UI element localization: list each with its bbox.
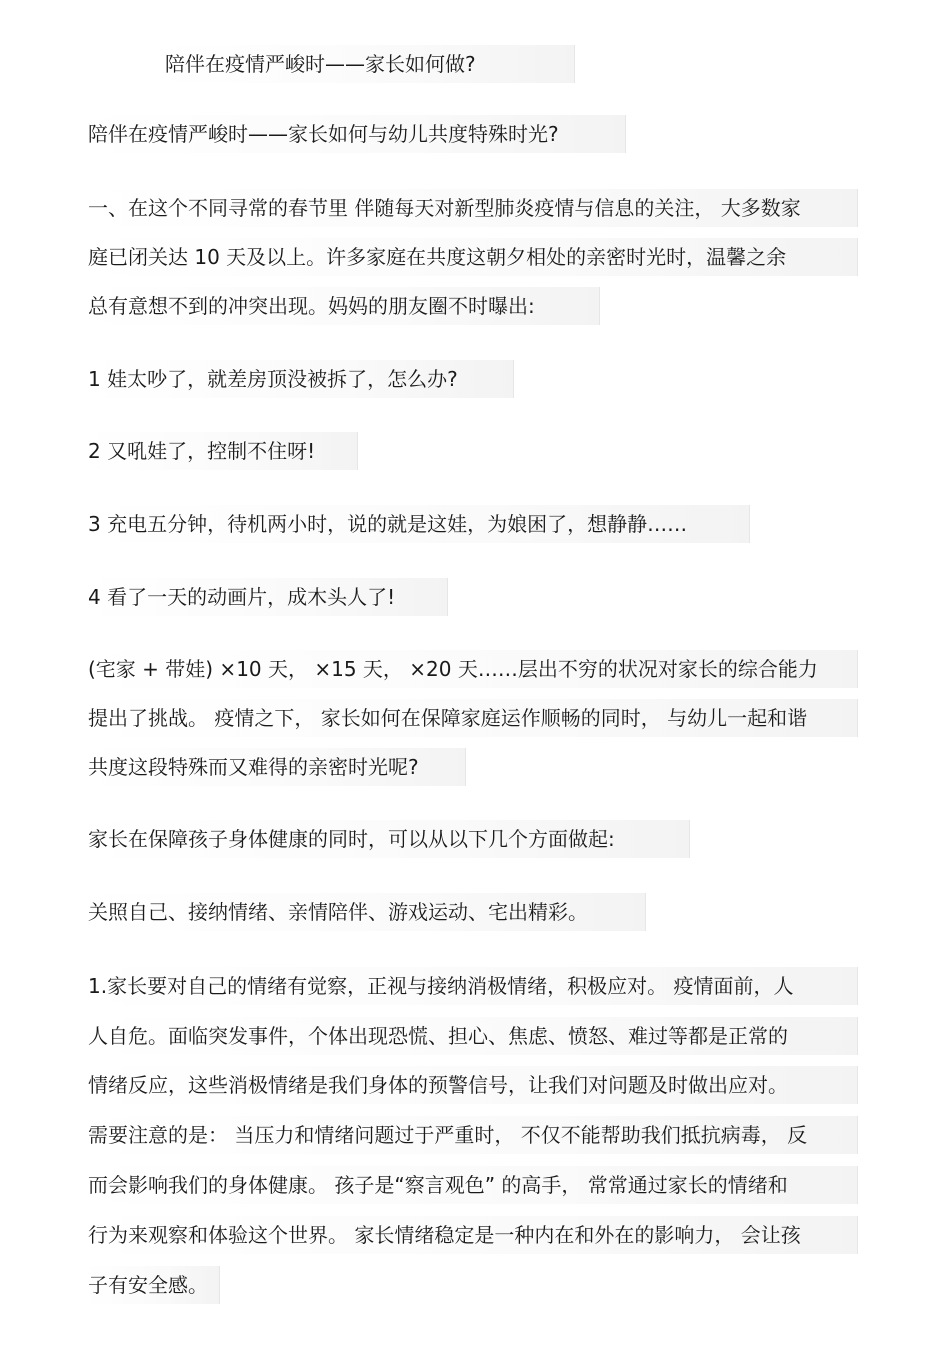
section-1-line bbox=[86, 1166, 858, 1204]
aspects-list bbox=[86, 893, 646, 931]
section-1-line-text: 情绪反应，这些消极情绪是我们身体的预警信号，让我们对问题及时做出应对。 bbox=[88, 1073, 788, 1097]
section-1-line-text: 人自危。面临突发事件，个体出现恐慌、担心、焦虑、愤怒、难过等都是正常的 bbox=[88, 1024, 788, 1048]
intro-line bbox=[86, 238, 858, 276]
post-item bbox=[86, 432, 358, 470]
section-1-line-text: 行为来观察和体验这个世界。 家长情绪稳定是一种内在和外在的影响力， 会让孩 bbox=[88, 1223, 801, 1247]
aspects-intro bbox=[86, 820, 690, 858]
intro-line bbox=[86, 287, 600, 325]
challenge-line-text: 共度这段特殊而又难得的亲密时光呢? bbox=[88, 755, 419, 779]
section-1-line-text: 需要注意的是： 当压力和情绪问题过于严重时， 不仅不能帮助我们抵抗病毒， 反 bbox=[88, 1123, 808, 1147]
post-item-text: 1 娃太吵了，就差房顶没被拆了，怎么办? bbox=[88, 367, 458, 391]
subtitle-text: 陪伴在疫情严峻时——家长如何与幼儿共度特殊时光? bbox=[88, 122, 559, 146]
subtitle bbox=[86, 115, 626, 153]
page-title bbox=[163, 45, 575, 83]
post-item-text: 2 又吼娃了，控制不住呀! bbox=[88, 439, 316, 463]
challenge-line-text: (宅家 + 带娃) ×10 天， ×15 天， ×20 天……层出不穷的状况对家长的综合能力 bbox=[88, 657, 818, 681]
section-1-line bbox=[86, 1216, 858, 1254]
aspects-intro-text: 家长在保障孩子身体健康的同时，可以从以下几个方面做起: bbox=[88, 827, 615, 851]
section-1-line-text: 而会影响我们的身体健康。 孩子是“察言观色” 的高手， 常常通过家长的情绪和 bbox=[88, 1173, 788, 1197]
intro-line bbox=[86, 189, 858, 227]
section-1-line bbox=[86, 967, 858, 1005]
challenge-line bbox=[86, 748, 466, 786]
challenge-line bbox=[86, 699, 858, 737]
section-1-line bbox=[86, 1116, 858, 1154]
intro-line-text: 庭已闭关达 10 天及以上。许多家庭在共度这朝夕相处的亲密时光时，温馨之余 bbox=[88, 245, 787, 269]
intro-line-text: 一、在这个不同寻常的春节里 伴随每天对新型肺炎疫情与信息的关注， 大多数家 bbox=[88, 196, 801, 220]
post-item-text: 4 看了一天的动画片，成木头人了! bbox=[88, 585, 396, 609]
intro-line-text: 总有意想不到的冲突出现。妈妈的朋友圈不时曝出: bbox=[88, 294, 535, 318]
post-item-text: 3 充电五分钟，待机两小时，说的就是这娃，为娘困了，想静静…… bbox=[88, 512, 688, 536]
aspects-list-text: 关照自己、接纳情绪、亲情陪伴、游戏运动、宅出精彩。 bbox=[88, 900, 588, 924]
section-1-line-text: 1.家长要对自己的情绪有觉察，正视与接纳消极情绪，积极应对。 疫情面前，人 bbox=[88, 974, 794, 998]
post-item bbox=[86, 360, 514, 398]
challenge-line-text: 提出了挑战。 疫情之下， 家长如何在保障家庭运作顺畅的同时， 与幼儿一起和谐 bbox=[88, 706, 808, 730]
page-title-text: 陪伴在疫情严峻时——家长如何做? bbox=[165, 52, 476, 76]
section-1-line-text: 子有安全感。 bbox=[88, 1273, 208, 1297]
section-1-line bbox=[86, 1066, 858, 1104]
post-item bbox=[86, 505, 750, 543]
post-item bbox=[86, 578, 448, 616]
section-1-line bbox=[86, 1017, 858, 1055]
section-1-line bbox=[86, 1266, 220, 1304]
challenge-line bbox=[86, 650, 858, 688]
